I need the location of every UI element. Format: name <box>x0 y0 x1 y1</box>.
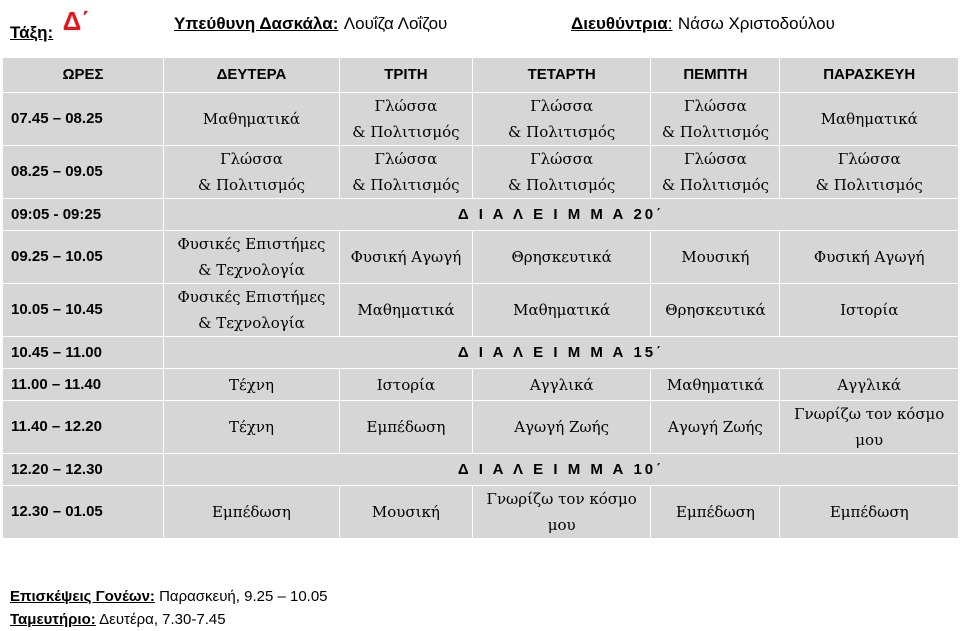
lesson-cell <box>780 486 959 539</box>
timetable-body <box>3 93 959 539</box>
break-label: Δ Ι Α Λ Ε Ι Μ Μ Α 20΄ <box>164 199 959 231</box>
treasury <box>10 611 226 628</box>
lesson-subject-line: Αγγλικά <box>837 375 902 394</box>
lesson-subject-line: Γλώσσα <box>837 150 901 168</box>
lesson-cell <box>780 369 959 401</box>
lesson-cell <box>651 369 780 401</box>
lesson-subject-line: Θρησκευτικά <box>665 301 766 319</box>
lesson-subject-line: Μουσική <box>371 503 440 521</box>
column-header-hours: ΩΡΕΣ <box>3 58 164 93</box>
lesson-subject-line: Αγωγή Ζωής <box>514 418 610 436</box>
lesson-cell <box>651 231 780 284</box>
lesson-subject-line: Γλώσσα <box>530 150 594 168</box>
teacher-name: Λουΐζα Λοΐζου <box>343 14 448 33</box>
lesson-subject-line: Φυσική Αγωγή <box>350 248 462 266</box>
lesson-subject-line: Φυσική Αγωγή <box>813 248 925 266</box>
lesson-subject-line: Γλώσσα <box>684 97 747 115</box>
lesson-subject-line: Ιστορία <box>376 375 436 394</box>
treasury-value: Δευτέρα, 7.30-7.45 <box>99 611 226 628</box>
lesson-row <box>3 401 959 454</box>
lesson-cell <box>339 231 472 284</box>
lesson-cell <box>339 284 472 337</box>
teacher-info <box>174 14 447 34</box>
lesson-cell <box>164 401 340 454</box>
lesson-row <box>3 146 959 199</box>
lesson-cell <box>164 486 340 539</box>
lesson-subject-line: Αγωγή Ζωής <box>668 418 763 436</box>
lesson-subject-line: Ιστορία <box>840 301 899 319</box>
lesson-subject-line: & Πολιτισμός <box>352 176 460 194</box>
teacher-label: Υπεύθυνη Δασκάλα: <box>174 14 339 33</box>
lesson-subject-line: Τέχνη <box>228 418 274 436</box>
lesson-cell <box>472 93 651 146</box>
timetable <box>2 57 959 539</box>
lesson-subject-line: Εμπέδωση <box>676 503 755 521</box>
parent-visits-label: Επισκέψεις Γονέων: <box>10 588 155 605</box>
lesson-subject-line: Θρησκευτικά <box>511 248 612 266</box>
lesson-subject-line: Μουσική <box>681 248 750 266</box>
break-time: 10.45 – 11.00 <box>3 337 164 369</box>
lesson-subject-line: Αγγλικά <box>529 375 594 394</box>
lesson-subject-line: Φυσικές Επιστήμες <box>177 288 326 306</box>
class-info <box>10 6 90 45</box>
lesson-cell <box>780 146 959 199</box>
lesson-subject-line: & Τεχνολογία <box>198 261 305 279</box>
period-time: 12.30 – 01.05 <box>3 486 164 539</box>
lesson-subject-line: Γλώσσα <box>530 97 594 115</box>
class-label: Τάξη: <box>10 23 54 42</box>
lesson-cell <box>472 231 651 284</box>
lesson-cell <box>339 486 472 539</box>
column-header-tuesday: ΤΡΙΤΗ <box>339 58 472 93</box>
column-header-friday: ΠΑΡΑΣΚΕΥΗ <box>780 58 959 93</box>
lesson-subject-line: & Πολιτισμός <box>815 176 923 194</box>
lesson-cell <box>472 401 651 454</box>
lesson-subject-line: Γλώσσα <box>684 150 747 168</box>
lesson-cell <box>651 401 780 454</box>
break-row <box>3 199 959 231</box>
lesson-subject-line: Τέχνη <box>228 375 274 394</box>
period-time: 08.25 – 09.05 <box>3 146 164 199</box>
lesson-subject-line: Γνωρίζω τον κόσμο <box>794 405 945 423</box>
lesson-cell <box>472 284 651 337</box>
parent-visits <box>10 588 328 605</box>
treasury-label: Ταμευτήριο: <box>10 611 96 628</box>
lesson-subject-line: & Πολιτισμός <box>661 176 770 194</box>
break-label: Δ Ι Α Λ Ε Ι Μ Μ Α 10΄ <box>164 454 959 486</box>
break-time: 09:05 - 09:25 <box>3 199 164 231</box>
lesson-subject-line: μου <box>547 516 576 534</box>
period-time: 11.40 – 12.20 <box>3 401 164 454</box>
lesson-subject-line: Μαθηματικά <box>820 110 918 128</box>
lesson-cell <box>780 401 959 454</box>
lesson-subject-line: Εμπέδωση <box>829 503 909 521</box>
lesson-subject-line: & Πολιτισμός <box>197 176 306 194</box>
lesson-cell <box>339 401 472 454</box>
lesson-subject-line: & Πολιτισμός <box>661 123 770 141</box>
lesson-cell <box>651 146 780 199</box>
lesson-cell <box>780 231 959 284</box>
lesson-cell <box>164 93 340 146</box>
director-colon: : <box>667 14 673 33</box>
lesson-subject-line: Μαθηματικά <box>357 301 455 319</box>
lesson-subject-line: Φυσικές Επιστήμες <box>177 235 326 253</box>
period-time: 07.45 – 08.25 <box>3 93 164 146</box>
page-header <box>10 6 955 46</box>
lesson-subject-line: Γνωρίζω τον κόσμο <box>486 490 637 508</box>
lesson-subject-line: Μαθηματικά <box>666 375 764 394</box>
lesson-cell <box>339 93 472 146</box>
lesson-row <box>3 284 959 337</box>
class-value: Δ΄ <box>62 6 90 36</box>
lesson-subject-line: Γλώσσα <box>374 150 438 168</box>
column-header-thursday: ΠΕΜΠΤΗ <box>651 58 780 93</box>
lesson-cell <box>164 146 340 199</box>
break-time: 12.20 – 12.30 <box>3 454 164 486</box>
lesson-row <box>3 231 959 284</box>
period-time: 09.25 – 10.05 <box>3 231 164 284</box>
lesson-subject-line: Μαθηματικά <box>202 110 300 128</box>
lesson-subject-line: Εμπέδωση <box>366 418 446 436</box>
lesson-row <box>3 369 959 401</box>
column-header-wednesday: ΤΕΤΑΡΤΗ <box>472 58 651 93</box>
lesson-subject-line: Γλώσσα <box>374 97 438 115</box>
lesson-subject-line: & Τεχνολογία <box>198 314 305 332</box>
lesson-subject-line: & Πολιτισμός <box>508 176 616 194</box>
lesson-cell <box>164 284 340 337</box>
lesson-subject-line: Εμπέδωση <box>212 503 291 521</box>
lesson-cell <box>780 93 959 146</box>
director-name: Νάσω Χριστοδούλου <box>677 14 835 33</box>
lesson-row <box>3 93 959 146</box>
lesson-row <box>3 486 959 539</box>
timetable-header-row <box>3 58 959 93</box>
period-time: 11.00 – 11.40 <box>3 369 164 401</box>
lesson-subject-line: & Πολιτισμός <box>508 123 616 141</box>
lesson-subject-line: Μαθηματικά <box>513 301 611 319</box>
lesson-cell <box>339 146 472 199</box>
lesson-subject-line: Γλώσσα <box>220 150 283 168</box>
break-row <box>3 454 959 486</box>
parent-visits-value: Παρασκευή, 9.25 – 10.05 <box>159 588 328 605</box>
lesson-cell <box>472 369 651 401</box>
break-row <box>3 337 959 369</box>
lesson-cell <box>472 146 651 199</box>
director-label: Διευθύντρια <box>571 14 668 33</box>
lesson-cell <box>651 284 780 337</box>
period-time: 10.05 – 10.45 <box>3 284 164 337</box>
director-info <box>571 14 835 34</box>
lesson-cell <box>472 486 651 539</box>
column-header-monday: ΔΕΥΤΕΡΑ <box>164 58 340 93</box>
lesson-cell <box>164 231 340 284</box>
break-label: Δ Ι Α Λ Ε Ι Μ Μ Α 15΄ <box>164 337 959 369</box>
lesson-subject-line: & Πολιτισμός <box>352 123 460 141</box>
lesson-subject-line: μου <box>855 431 884 449</box>
lesson-cell <box>339 369 472 401</box>
lesson-cell <box>164 369 340 401</box>
lesson-cell <box>780 284 959 337</box>
lesson-cell <box>651 486 780 539</box>
lesson-cell <box>651 93 780 146</box>
